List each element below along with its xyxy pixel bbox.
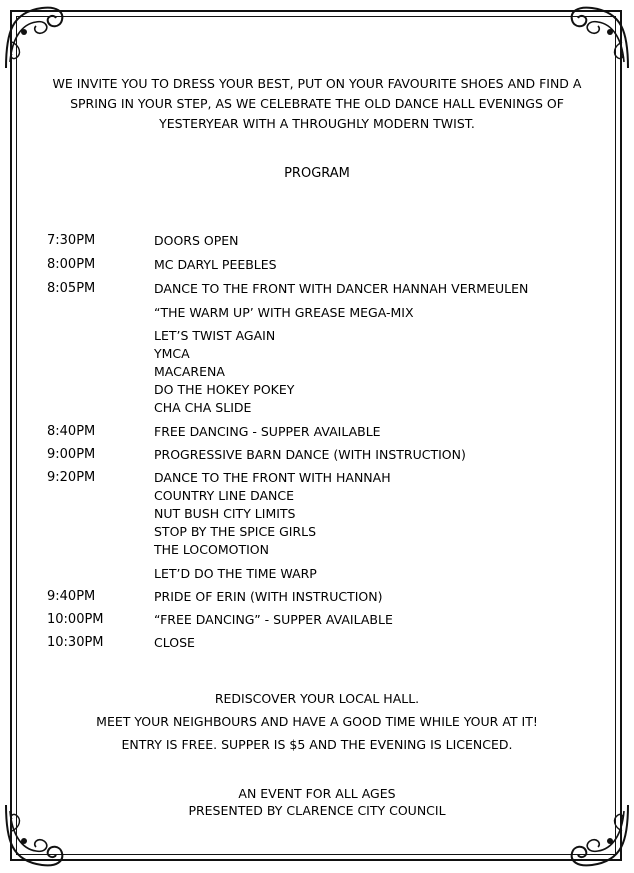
schedule-time: 8:05PM	[47, 281, 96, 296]
schedule-entry	[47, 232, 587, 250]
intro-line: SPRING IN YOUR STEP, AS WE CELEBRATE THE OLD DANCE HALL EVENINGS OF	[70, 96, 564, 111]
schedule-act: “FREE DANCING” - SUPPER AVAILABLE	[154, 612, 393, 627]
schedule-acts	[154, 469, 391, 559]
corner-ornament-top-right	[562, 2, 632, 72]
schedule-acts	[154, 611, 393, 629]
schedule-time: 8:40PM	[47, 424, 96, 439]
schedule-acts	[154, 304, 414, 322]
schedule-time	[47, 304, 154, 322]
schedule-acts	[154, 280, 528, 298]
schedule-act: FREE DANCING - SUPPER AVAILABLE	[154, 424, 381, 439]
schedule-act: MC DARYL PEEBLES	[154, 257, 277, 272]
schedule-entry	[47, 327, 587, 417]
schedule-act: LET’S TWIST AGAIN	[154, 328, 276, 343]
intro-line: YESTERYEAR WITH A THROUGHLY MODERN TWIST.	[159, 116, 475, 131]
closing-paragraph	[0, 687, 634, 756]
schedule-time: 9:00PM	[47, 447, 96, 462]
schedule-act: DANCE TO THE FRONT WITH DANCER HANNAH VERMEULEN	[154, 281, 529, 296]
intro-paragraph	[40, 74, 594, 134]
schedule-acts	[154, 634, 195, 652]
schedule-time	[47, 565, 154, 583]
schedule-entry	[47, 565, 587, 583]
schedule-act: YMCA	[154, 346, 190, 361]
closing-line: ENTRY IS FREE. SUPPER IS $5 AND THE EVENING IS LICENCED.	[121, 737, 513, 752]
schedule-act: CLOSE	[154, 635, 195, 650]
schedule-time: 9:20PM	[47, 470, 96, 485]
schedule-entry	[47, 423, 587, 441]
schedule-time: 8:00PM	[47, 257, 96, 272]
schedule-acts	[154, 588, 383, 606]
schedule-entry	[47, 280, 587, 298]
schedule-act: “THE WARM UP’ WITH GREASE MEGA-MIX	[154, 305, 414, 320]
schedule-acts	[154, 423, 381, 441]
schedule-acts	[154, 232, 239, 250]
schedule-entry	[47, 304, 587, 322]
schedule-entry	[47, 634, 587, 652]
schedule-act: COUNTRY LINE DANCE	[154, 488, 295, 503]
intro-line: WE INVITE YOU TO DRESS YOUR BEST, PUT ON YOUR FAVOURITE SHOES AND FIND A	[52, 76, 582, 91]
footer-line: AN EVENT FOR ALL AGES	[238, 786, 396, 801]
schedule-entry	[47, 446, 587, 464]
schedule-acts	[154, 327, 294, 417]
schedule-act: DOORS OPEN	[154, 233, 239, 248]
schedule-entry	[47, 588, 587, 606]
program-schedule	[47, 227, 587, 652]
schedule-entry	[47, 469, 587, 559]
corner-ornament-top-left	[2, 2, 72, 72]
schedule-act: DO THE HOKEY POKEY	[154, 382, 295, 397]
schedule-time: 10:30PM	[47, 635, 104, 650]
schedule-act: PROGRESSIVE BARN DANCE (WITH INSTRUCTION)	[154, 447, 466, 462]
schedule-entry	[47, 611, 587, 629]
schedule-act: DANCE TO THE FRONT WITH HANNAH	[154, 470, 391, 485]
schedule-acts	[154, 446, 466, 464]
footer	[0, 785, 634, 819]
program-heading: PROGRAM	[284, 166, 350, 181]
schedule-time: 7:30PM	[47, 233, 96, 248]
schedule-act: PRIDE OF ERIN (WITH INSTRUCTION)	[154, 589, 383, 604]
schedule-time: 9:40PM	[47, 589, 96, 604]
closing-line: MEET YOUR NEIGHBOURS AND HAVE A GOOD TIME WHILE YOUR AT IT!	[96, 714, 538, 729]
schedule-acts	[154, 565, 317, 583]
closing-line: REDISCOVER YOUR LOCAL HALL.	[214, 691, 420, 706]
schedule-act: NUT BUSH CITY LIMITS	[154, 506, 296, 521]
schedule-act: MACARENA	[154, 364, 225, 379]
schedule-time	[47, 327, 154, 417]
schedule-time: 10:00PM	[47, 612, 104, 627]
footer-line: PRESENTED BY CLARENCE CITY COUNCIL	[188, 803, 446, 818]
schedule-act: THE LOCOMOTION	[154, 542, 269, 557]
schedule-acts	[154, 256, 277, 274]
schedule-act: STOP BY THE SPICE GIRLS	[154, 524, 317, 539]
schedule-act: LET’D DO THE TIME WARP	[154, 566, 317, 581]
schedule-act: CHA CHA SLIDE	[154, 400, 252, 415]
schedule-entry	[47, 256, 587, 274]
